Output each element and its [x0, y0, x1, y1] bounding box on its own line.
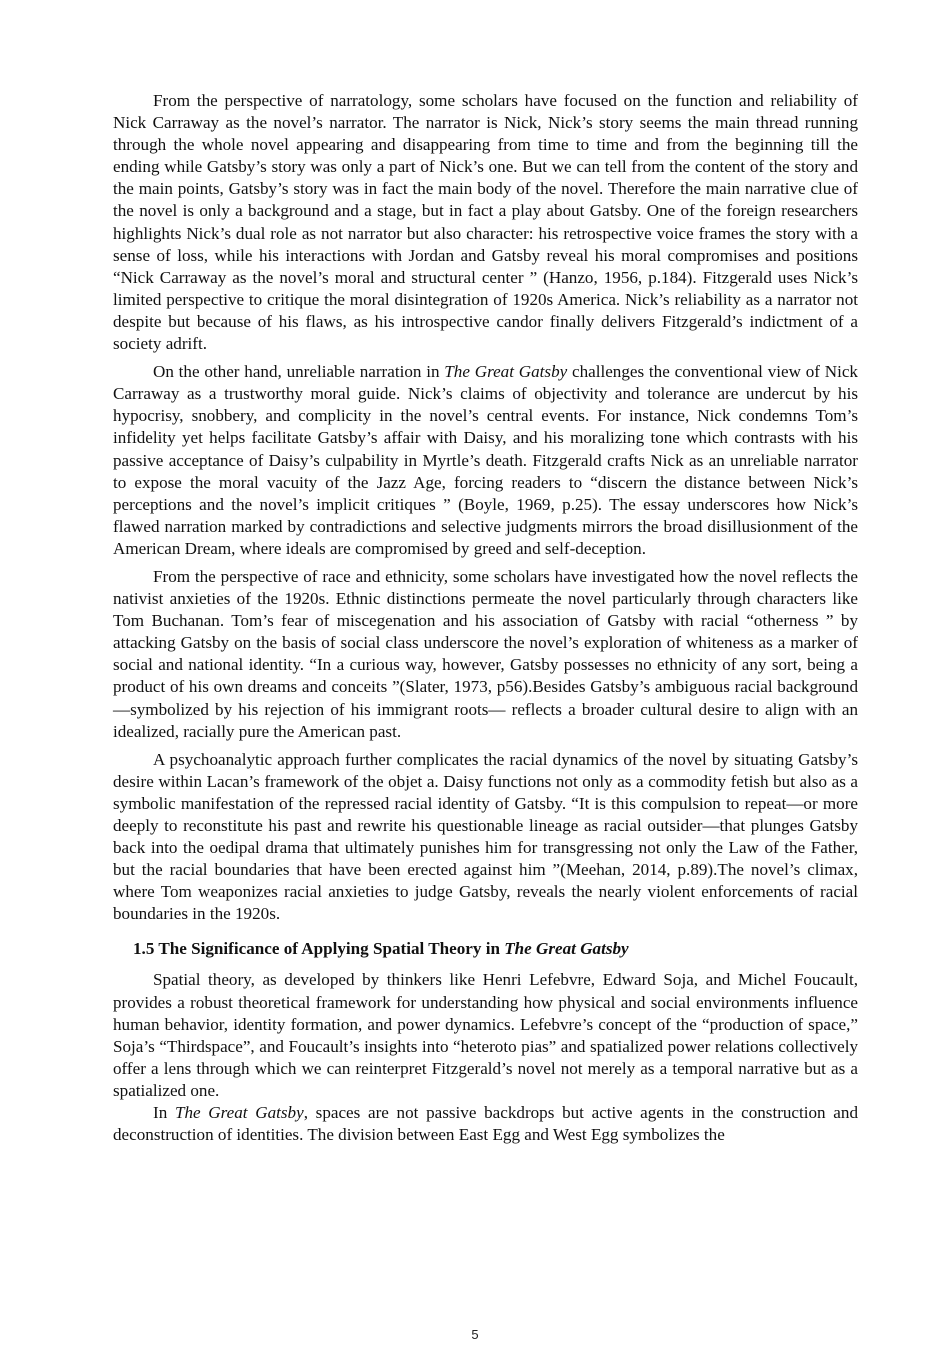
- paragraph-text-rest: , spaces are not passive backdrops but active agents in the construction and deconstruction of identities. The division between East Egg and West Egg symbolizes the: [113, 1103, 858, 1145]
- page-number: 5: [471, 1327, 479, 1342]
- paragraph-spaces-agents: [113, 1102, 858, 1146]
- page-body: [113, 90, 858, 1146]
- paragraph-spatial-theory: Spatial theory, as developed by thinkers like Henri Lefebvre, Edward Soja, and Michel Foucault, provides a robust theoretical framework for understanding how physical and social environments influence human behavior, identity formation, and power dynamics. Lefebvre’s concept of the “production of space,” Soja’s “Thirdspace”, and Foucault’s insights into “heteroto pias” and spatialized power relations collectively offer a lens through which we can reinterpret Fitzgerald’s novel not merely as a temporal narrative but as a spatialized one.: [113, 970, 858, 1100]
- section-heading-title: The Great Gatsby: [504, 939, 629, 959]
- paragraph-text-start: On the other hand, unreliable narration in: [153, 362, 445, 382]
- paragraph-text-start: In: [153, 1103, 175, 1123]
- paragraph-narratology: From the perspective of narratology, some scholars have focused on the function and reliability of Nick Carraway as the novel’s narrator. The narrator is Nick, Nick’s story seems the main thread running through the whole novel appearing and disappearing from time to time and from the beginning till the ending while Gatsby’s story was only a part of Nick’s one. But we can tell from the content of the story and the main points, Gatsby’s story was in fact the main body of the novel. Therefore the main narrative clue of the novel is only a background and a stage, but in fact a play about Gatsby. One of the foreign researchers highlights Nick’s dual role as not narrator but also character: his retrospective voice frames the story with a sense of loss, while his interactions with Jordan and Gatsby reveal his moral compromises and positions “Nick Carraway as the novel’s moral and structural center ” (Hanzo, 1956, p.184). Fitzgerald uses Nick’s limited perspective to critique the moral disintegration of 1920s America. Nick’s reliability as a narrator not despite but because of his flaws, as his introspective candor finally delivers Fitzgerald’s indictment of a society adrift.: [113, 91, 858, 354]
- paragraph-text-rest: challenges the conventional view of Nick Carraway as a trustworthy moral guide. Nick’s claims of objectivity and tolerance are undercut by his hypocrisy, snobbery, and complicity in the novel’s central events. For instance, Nick condemns Tom’s infidelity yet helps facilitate Gatsby’s affair with Daisy, and his moralizing tone which contrasts with his passive acceptance of Daisy’s culpability in Myrtle’s death. Fitzgerald crafts Nick as an unreliable narrator to expose the moral vacuity of the Jazz Age, forcing readers to “discern the distance between Nick’s perceptions and the novel’s implicit critiques ” (Boyle, 1969, p.25). The essay underscores how Nick’s flawed narration marked by contradictions and selective judgments mirrors the broad disillusionment of the American Dream, where ideals are compromised by greed and self-deception.: [113, 362, 858, 558]
- paragraph-psychoanalytic: A psychoanalytic approach further complicates the racial dynamics of the novel by situating Gatsby’s desire within Lacan’s framework of the objet a. Daisy functions not only as a commodity fetish but also as a symbolic manifestation of the repressed racial identity of Gatsby. “It is this compulsion to repeat—or more deeply to reconstitute his past and rewrite his questionable lineage as racial outsider—that plunges Gatsby back into the oedipal drama that ultimately punishes him for transgressing not only the Law of the Father, but the racial boundaries that have been erected against him ”(Meehan, 2014, p.89).The novel’s climax, where Tom weaponizes racial anxieties to judge Gatsby, reveals the nearly violent enforcements of racial boundaries in the 1920s.: [113, 749, 858, 924]
- section-heading: [133, 938, 858, 960]
- paragraph-unreliable-narration: [113, 361, 858, 560]
- book-title: The Great Gatsby: [174, 1103, 304, 1123]
- paragraph-race-ethnicity: From the perspective of race and ethnicity, some scholars have investigated how the novel reflects the nativist anxieties of the 1920s. Ethnic distinctions permeate the novel particularly through characters like Tom Buchanan. Tom’s fear of miscegenation and his association of Gatsby with racial “otherness ” by attacking Gatsby on the basis of social class underscore the novel’s exploration of whiteness as a marker of social and national identity. “In a curious way, however, Gatsby possesses no ethnicity of any sort, being a product of his own dreams and conceits ”(Slater, 1973, p56).Besides Gatsby’s ambiguous racial background—symbolized by his rejection of his immigrant roots— reflects a broader cultural desire to align with an idealized, racially pure the American past.: [113, 566, 858, 741]
- section-heading-text: 1.5 The Significance of Applying Spatial Theory in: [133, 939, 505, 959]
- book-title: The Great Gatsby: [444, 362, 568, 382]
